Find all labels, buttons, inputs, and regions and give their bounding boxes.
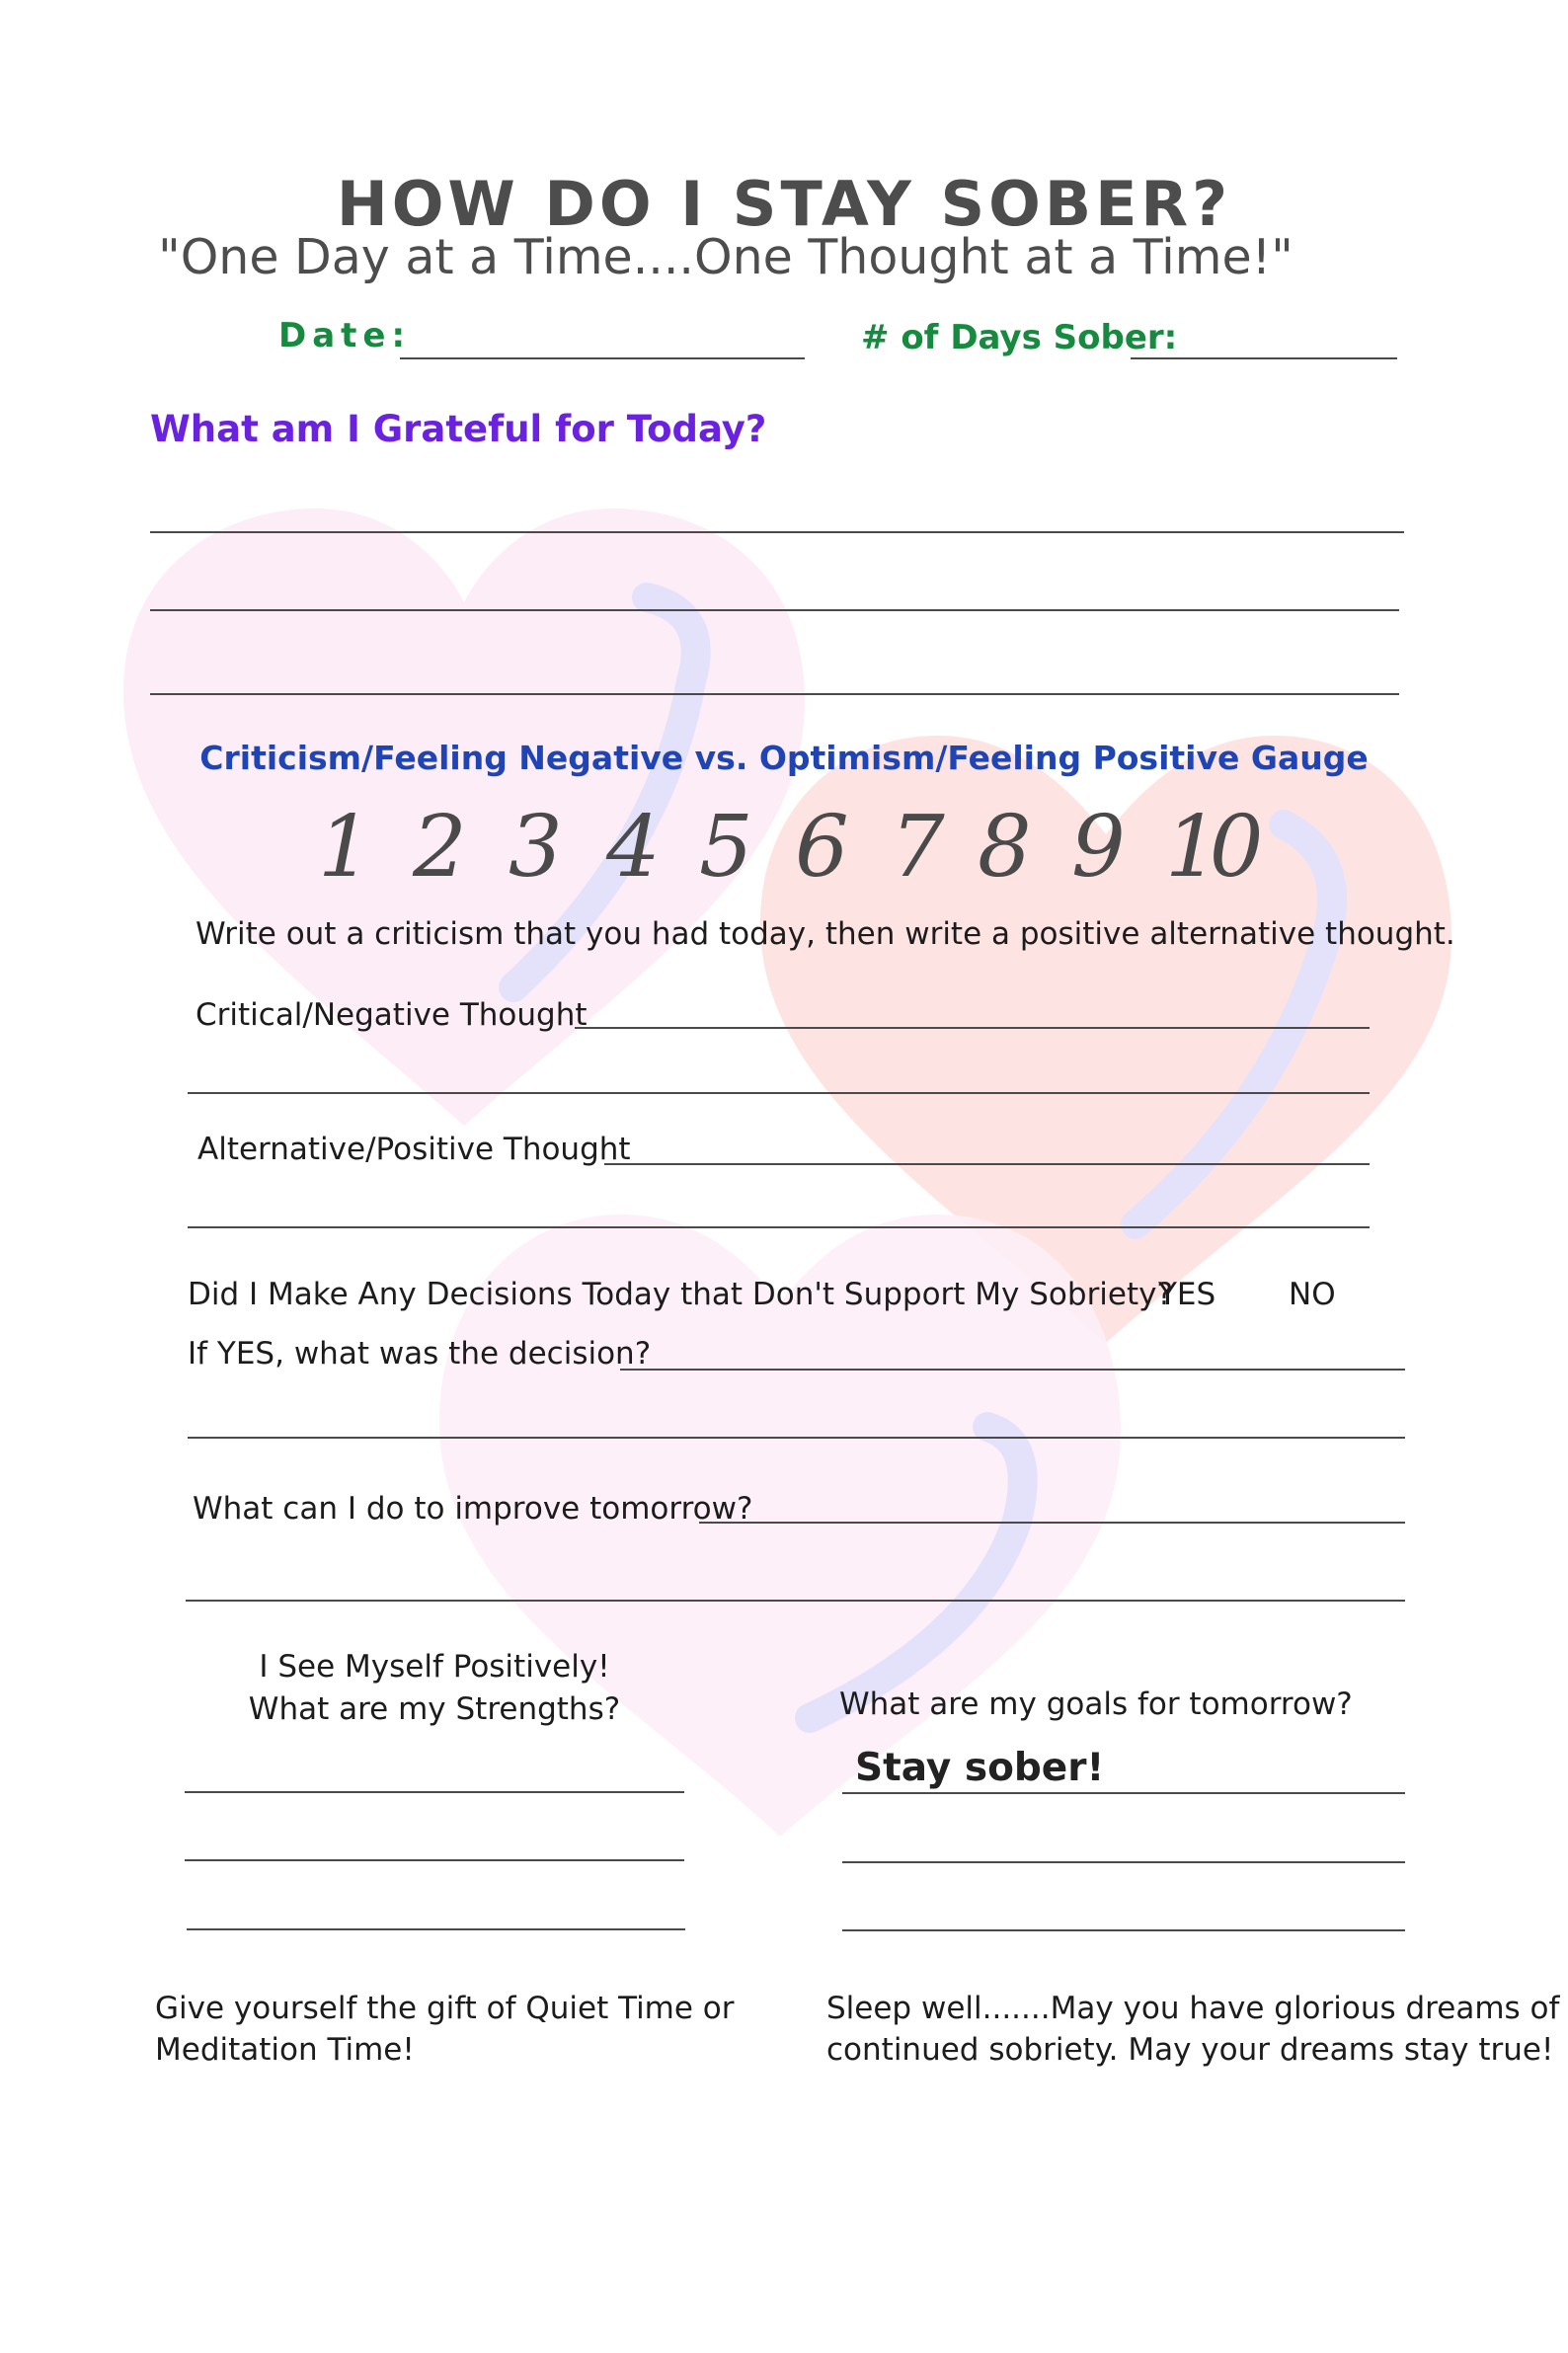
- gauge-number-6[interactable]: 6: [795, 798, 849, 897]
- alternative-thought-label: Alternative/Positive Thought: [197, 1132, 631, 1167]
- alternative-thought-field[interactable]: [604, 1163, 1370, 1165]
- footer-right-line-1: Sleep well.......May you have glorious dreams of: [826, 1991, 1560, 2026]
- date-label: Date:: [278, 316, 412, 355]
- grateful-line-3[interactable]: [150, 693, 1399, 695]
- footer-right-line-2: continued sobriety. May your dreams stay true!: [826, 2032, 1554, 2068]
- page-subtitle: "One Day at a Time....One Thought at a Time!": [158, 229, 1294, 285]
- gauge-number-8[interactable]: 8: [978, 798, 1032, 897]
- critical-thought-label: Critical/Negative Thought: [196, 997, 588, 1033]
- decision-followup-label: If YES, what was the decision?: [188, 1336, 652, 1372]
- improve-line-2[interactable]: [186, 1600, 1405, 1602]
- critical-thought-field[interactable]: [575, 1027, 1370, 1029]
- gauge-number-7[interactable]: 7: [891, 798, 945, 897]
- gauge-number-2[interactable]: 2: [413, 798, 467, 897]
- gauge-number-10[interactable]: 10: [1165, 798, 1254, 897]
- strengths-line-2: What are my Strengths?: [248, 1691, 621, 1727]
- gauge-number-1[interactable]: 1: [318, 798, 372, 897]
- strength-line-3[interactable]: [187, 1928, 685, 1930]
- page-title: HOW DO I STAY SOBER?: [336, 168, 1232, 240]
- critical-thought-line-2[interactable]: [188, 1092, 1370, 1094]
- strength-line-1[interactable]: [185, 1791, 684, 1793]
- thought-instruction: Write out a criticism that you had today, then write a positive alternative thought.: [196, 916, 1455, 952]
- improve-field[interactable]: [699, 1522, 1405, 1524]
- goal-line-3[interactable]: [842, 1929, 1405, 1931]
- days-sober-label: # of Days Sober:: [861, 318, 1178, 357]
- decision-field[interactable]: [620, 1369, 1405, 1371]
- gauge-title: Criticism/Feeling Negative vs. Optimism/Feeling Positive Gauge: [199, 739, 1369, 777]
- grateful-line-1[interactable]: [150, 531, 1404, 533]
- decision-question: Did I Make Any Decisions Today that Don't Support My Sobriety?: [188, 1277, 1173, 1312]
- goal-line-1[interactable]: [842, 1792, 1405, 1794]
- gauge-number-5[interactable]: 5: [699, 798, 753, 897]
- grateful-line-2[interactable]: [150, 609, 1399, 611]
- gauge-number-9[interactable]: 9: [1071, 798, 1126, 897]
- footer-left-line-1: Give yourself the gift of Quiet Time or: [155, 1991, 735, 2026]
- decision-line-2[interactable]: [188, 1437, 1405, 1439]
- strengths-line-1: I See Myself Positively!: [259, 1649, 610, 1685]
- yes-option[interactable]: YES: [1158, 1277, 1216, 1312]
- gauge-number-4[interactable]: 4: [606, 798, 661, 897]
- gauge-number-3[interactable]: 3: [509, 798, 563, 897]
- days-sober-field[interactable]: [1131, 357, 1397, 359]
- footer-left-line-2: Meditation Time!: [155, 2032, 415, 2068]
- grateful-heading: What am I Grateful for Today?: [150, 408, 767, 450]
- strength-line-2[interactable]: [185, 1859, 684, 1861]
- goals-question: What are my goals for tomorrow?: [839, 1686, 1353, 1722]
- no-option[interactable]: NO: [1289, 1277, 1336, 1312]
- alternative-thought-line-2[interactable]: [188, 1226, 1370, 1228]
- goal-line-2[interactable]: [842, 1861, 1405, 1863]
- goal-answer[interactable]: Stay sober!: [855, 1746, 1105, 1790]
- improve-question: What can I do to improve tomorrow?: [193, 1491, 753, 1527]
- date-field[interactable]: [400, 357, 805, 359]
